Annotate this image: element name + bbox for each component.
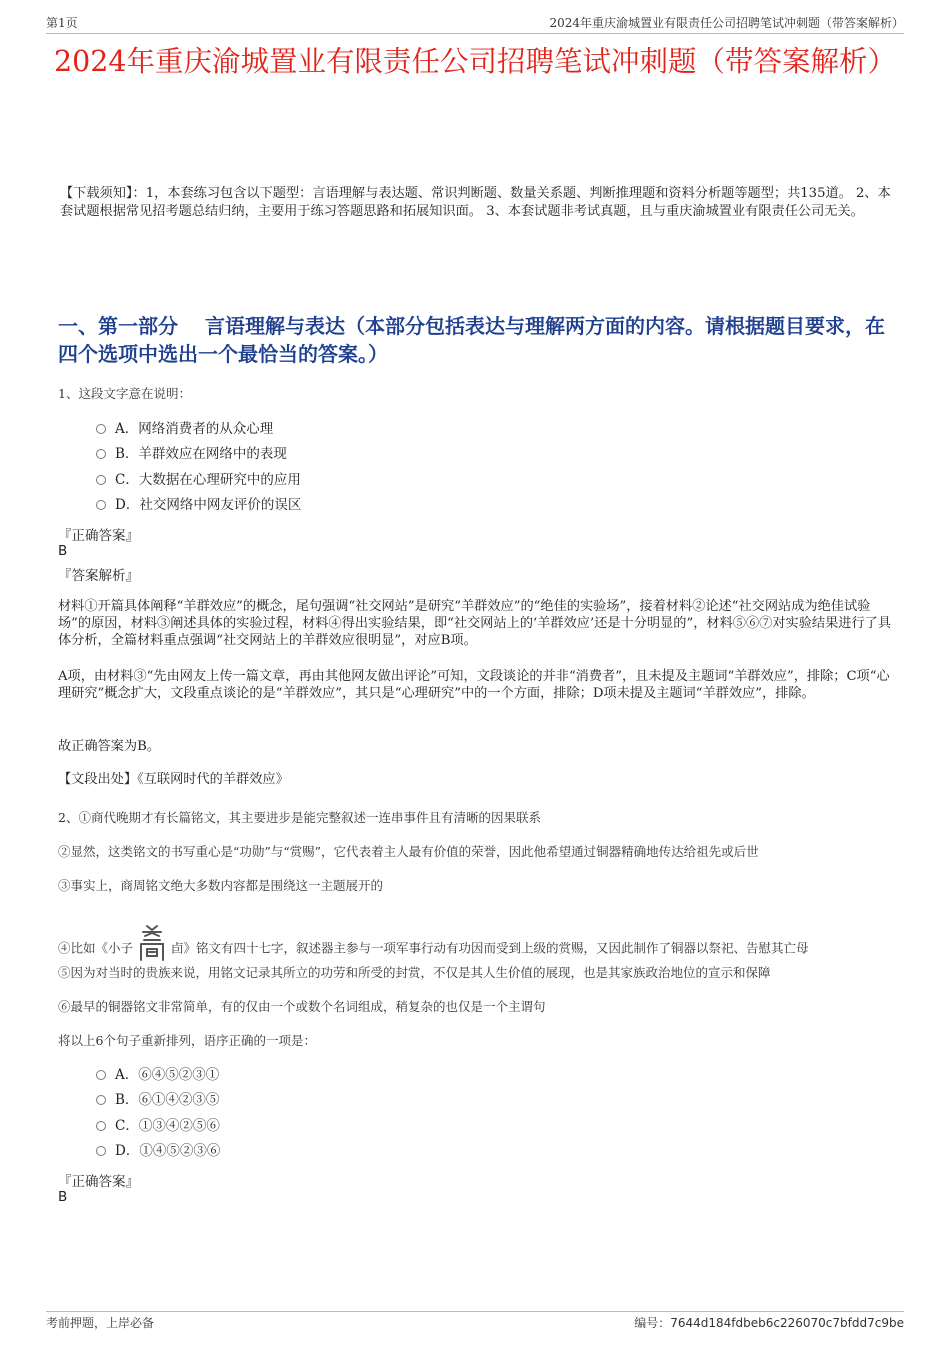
- question-1-analysis-paragraph: 材料①开篇具体阐释“羊群效应”的概念，尾句强调“社交网站”是研究“羊群效应”的“绝佳的实验场”，接着材料②论述“社交网站成为绝佳试验场”的原因，材料③阐述具体的实验过程，材料④得出实验结果，即“社交网站上的‘羊群效应’还是十分明显的”，材料⑤⑥⑦对实验结果进行了具体分析，全篇材料重点强调“社交网站上的羊群效应很明显”，对应B项。: [58, 599, 892, 648]
- radio-icon[interactable]: [96, 1070, 106, 1080]
- question-2-option-a[interactable]: A．⑥④⑤②③①: [96, 1060, 220, 1086]
- page-footer: [46, 1314, 904, 1332]
- question-2-answer-label: 『正确答案』: [58, 1174, 139, 1190]
- radio-icon[interactable]: [96, 424, 106, 434]
- question-2-option-c[interactable]: C．①③④②⑤⑥: [96, 1111, 220, 1137]
- page-header: [46, 14, 904, 34]
- document-title: 2024年重庆渝城置业有限责任公司招聘笔试冲刺题（带答案解析）: [53, 45, 897, 78]
- question-1-options: [96, 414, 301, 516]
- question-2-sentence: ⑤因为对当时的贵族来说，用铭文记录其所立的功劳和所受的封赏，不仅是其人生价值的展现，也是其家族政治地位的宣示和保障: [58, 965, 771, 980]
- radio-icon[interactable]: [96, 1121, 106, 1131]
- footer-slogan: 考前押题，上岸必备: [46, 1316, 155, 1330]
- question-2-sentence: ③事实上，商周铭文绝大多数内容都是围绕这一主题展开的: [58, 878, 384, 893]
- bronze-character-glyph: [135, 923, 169, 963]
- question-1-analysis-paragraph: A项，由材料③“先由网友上传一篇文章，再由其他网友做出评论”可知，文段谈论的并非“消费者”，且未提及主题词“羊群效应”，排除；C项“心理研究”概念扩大，文段重点谈论的是“羊群效应”，其只是“心理研究”中的一个方面，排除；D项未提及主题词“羊群效应”，排除。: [58, 669, 890, 701]
- question-1-analysis-label: 『答案解析』: [58, 568, 139, 584]
- question-1-answer-label: 『正确答案』: [58, 528, 139, 544]
- question-2-sentence: ⑥最早的铜器铭文非常简单，有的仅由一个或数个名词组成，稍复杂的也仅是一个主谓句: [58, 999, 546, 1014]
- header-doc-title: 2024年重庆渝城置业有限责任公司招聘笔试冲刺题（带答案解析）: [549, 16, 904, 30]
- question-1-answer: B: [58, 543, 68, 559]
- radio-icon[interactable]: [96, 449, 106, 459]
- question-1-option-b[interactable]: B．羊群效应在网络中的表现: [96, 440, 301, 466]
- question-2-answer: B: [58, 1189, 68, 1205]
- footer-code: 编号：7644d184fdbeb6c226070c7bfdd7c9be: [634, 1316, 904, 1330]
- download-notice: 【下载须知】：1，本套练习包含以下题型：言语理解与表达题、常识判断题、数量关系题、判断推理题和资料分析题等题型；共135道。 2、本套试题根据常见招考题总结归纳，主要用于练习答题思路和拓展知识面。 3、本套试题非考试真题，且与重庆渝城置业有限责任公司无关。: [60, 186, 891, 219]
- radio-icon[interactable]: [96, 1146, 106, 1156]
- question-1-conclusion: 故正确答案为B。: [58, 739, 161, 754]
- question-2-sentence-4: ④比如《小子 卣》铭文有四十七字，叙述器主参与一项军事行动有功因而受到上级的赏赐，又因此制作了铜器以祭祀、告慰其亡母: [58, 929, 809, 969]
- footer-divider: [46, 1311, 904, 1312]
- question-1-option-c[interactable]: C．大数据在心理研究中的应用: [96, 465, 301, 491]
- section-heading: 一、第一部分 言语理解与表达（本部分包括表达与理解两方面的内容。请根据题目要求，在四个选项中选出一个最恰当的答案。）: [58, 314, 885, 366]
- radio-icon[interactable]: [96, 1095, 106, 1105]
- page-number: 第1页: [46, 16, 78, 30]
- question-2-options: [96, 1060, 220, 1162]
- question-1-option-a[interactable]: A．网络消费者的从众心理: [96, 414, 301, 440]
- question-1-option-d[interactable]: D．社交网络中网友评价的误区: [96, 491, 301, 517]
- radio-icon[interactable]: [96, 500, 106, 510]
- question-2-sentence: ②显然，这类铭文的书写重心是“功勋”与“赏赐”，它代表着主人最有价值的荣誉，因此他希望通过铜器精确地传达给祖先或后世: [58, 844, 759, 859]
- question-1-source: 【文段出处】《互联网时代的羊群效应》: [58, 772, 289, 787]
- header-divider: [46, 33, 904, 34]
- question-2-option-d[interactable]: D．①④⑤②③⑥: [96, 1137, 220, 1163]
- question-2-option-b[interactable]: B．⑥①④②③⑤: [96, 1086, 220, 1112]
- question-2-sentence: 2、①商代晚期才有长篇铭文，其主要进步是能完整叙述一连串事件且有清晰的因果联系: [58, 810, 541, 825]
- question-1-stem: 1、这段文字意在说明：: [58, 386, 191, 401]
- question-2-stem: 将以上6个句子重新排列，语序正确的一项是：: [58, 1033, 316, 1048]
- radio-icon[interactable]: [96, 475, 106, 485]
